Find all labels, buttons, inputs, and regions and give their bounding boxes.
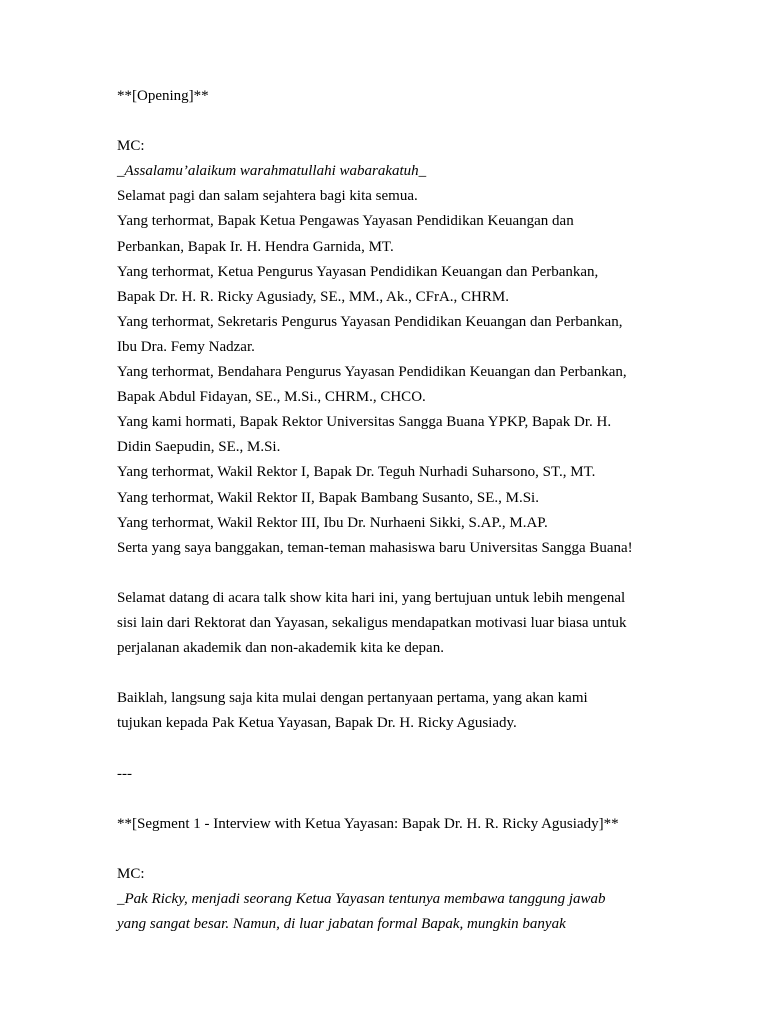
question-line: _Pak Ricky, menjadi seorang Ketua Yayasan tentunya membawa tanggung jawab bbox=[117, 891, 606, 907]
greeting-line: _Assalamu’alaikum warahmatullahi wabarakatuh_ bbox=[117, 163, 427, 180]
welcome-line: perjalanan akademik dan non-akademik kita ke depan. bbox=[117, 640, 444, 657]
body-line: Selamat pagi dan salam sejahtera bagi kita semua. bbox=[117, 188, 418, 205]
separator: --- bbox=[117, 765, 132, 782]
document-page bbox=[117, 84, 651, 937]
mc-label: MC: bbox=[117, 865, 145, 882]
body-line: Perbankan, Bapak Ir. H. Hendra Garnida, MT. bbox=[117, 238, 394, 255]
body-line: Yang terhormat, Wakil Rektor II, Bapak Bambang Susanto, SE., M.Si. bbox=[117, 489, 539, 506]
body-line: Bapak Abdul Fidayan, SE., M.Si., CHRM., CHCO. bbox=[117, 389, 426, 406]
segment-heading: **[Segment 1 - Interview with Ketua Yayasan: Bapak Dr. H. R. Ricky Agusiady]** bbox=[117, 815, 619, 832]
body-line: Bapak Dr. H. R. Ricky Agusiady, SE., MM., Ak., CFrA., CHRM. bbox=[117, 288, 509, 305]
blank-line bbox=[117, 109, 651, 134]
blank-line bbox=[117, 837, 651, 862]
blank-line bbox=[117, 661, 651, 686]
transition-line: Baiklah, langsung saja kita mulai dengan pertanyaan pertama, yang akan kami bbox=[117, 690, 588, 707]
body-line: Yang kami hormati, Bapak Rektor Universitas Sangga Buana YPKP, Bapak Dr. H. bbox=[117, 414, 612, 431]
opening-heading: **[Opening]** bbox=[117, 88, 209, 104]
welcome-line: sisi lain dari Rektorat dan Yayasan, sekaligus mendapatkan motivasi luar biasa untuk bbox=[117, 614, 627, 631]
body-line: Serta yang saya banggakan, teman-teman mahasiswa baru Universitas Sangga Buana! bbox=[117, 539, 633, 556]
blank-line bbox=[117, 736, 651, 761]
body-line: Yang terhormat, Sekretaris Pengurus Yayasan Pendidikan Keuangan dan Perbankan, bbox=[117, 313, 623, 330]
blank-line bbox=[117, 787, 651, 812]
blank-line bbox=[117, 561, 651, 586]
mc-label: MC: bbox=[117, 138, 145, 155]
welcome-line: Selamat datang di acara talk show kita hari ini, yang bertujuan untuk lebih mengenal bbox=[117, 589, 626, 606]
body-line: Yang terhormat, Bapak Ketua Pengawas Yayasan Pendidikan Keuangan dan bbox=[117, 213, 574, 230]
body-line: Yang terhormat, Wakil Rektor I, Bapak Dr. Teguh Nurhadi Suharsono, ST., MT. bbox=[117, 464, 596, 481]
body-line: Yang terhormat, Wakil Rektor III, Ibu Dr. Nurhaeni Sikki, S.AP., M.AP. bbox=[117, 514, 548, 531]
body-line: Didin Saepudin, SE., M.Si. bbox=[117, 439, 281, 456]
transition-line: tujukan kepada Pak Ketua Yayasan, Bapak Dr. H. Ricky Agusiady. bbox=[117, 715, 517, 732]
question-line: yang sangat besar. Namun, di luar jabatan formal Bapak, mungkin banyak bbox=[117, 916, 566, 933]
body-line: Ibu Dra. Femy Nadzar. bbox=[117, 338, 255, 355]
body-line: Yang terhormat, Ketua Pengurus Yayasan Pendidikan Keuangan dan Perbankan, bbox=[117, 263, 599, 280]
body-line: Yang terhormat, Bendahara Pengurus Yayasan Pendidikan Keuangan dan Perbankan, bbox=[117, 364, 627, 381]
